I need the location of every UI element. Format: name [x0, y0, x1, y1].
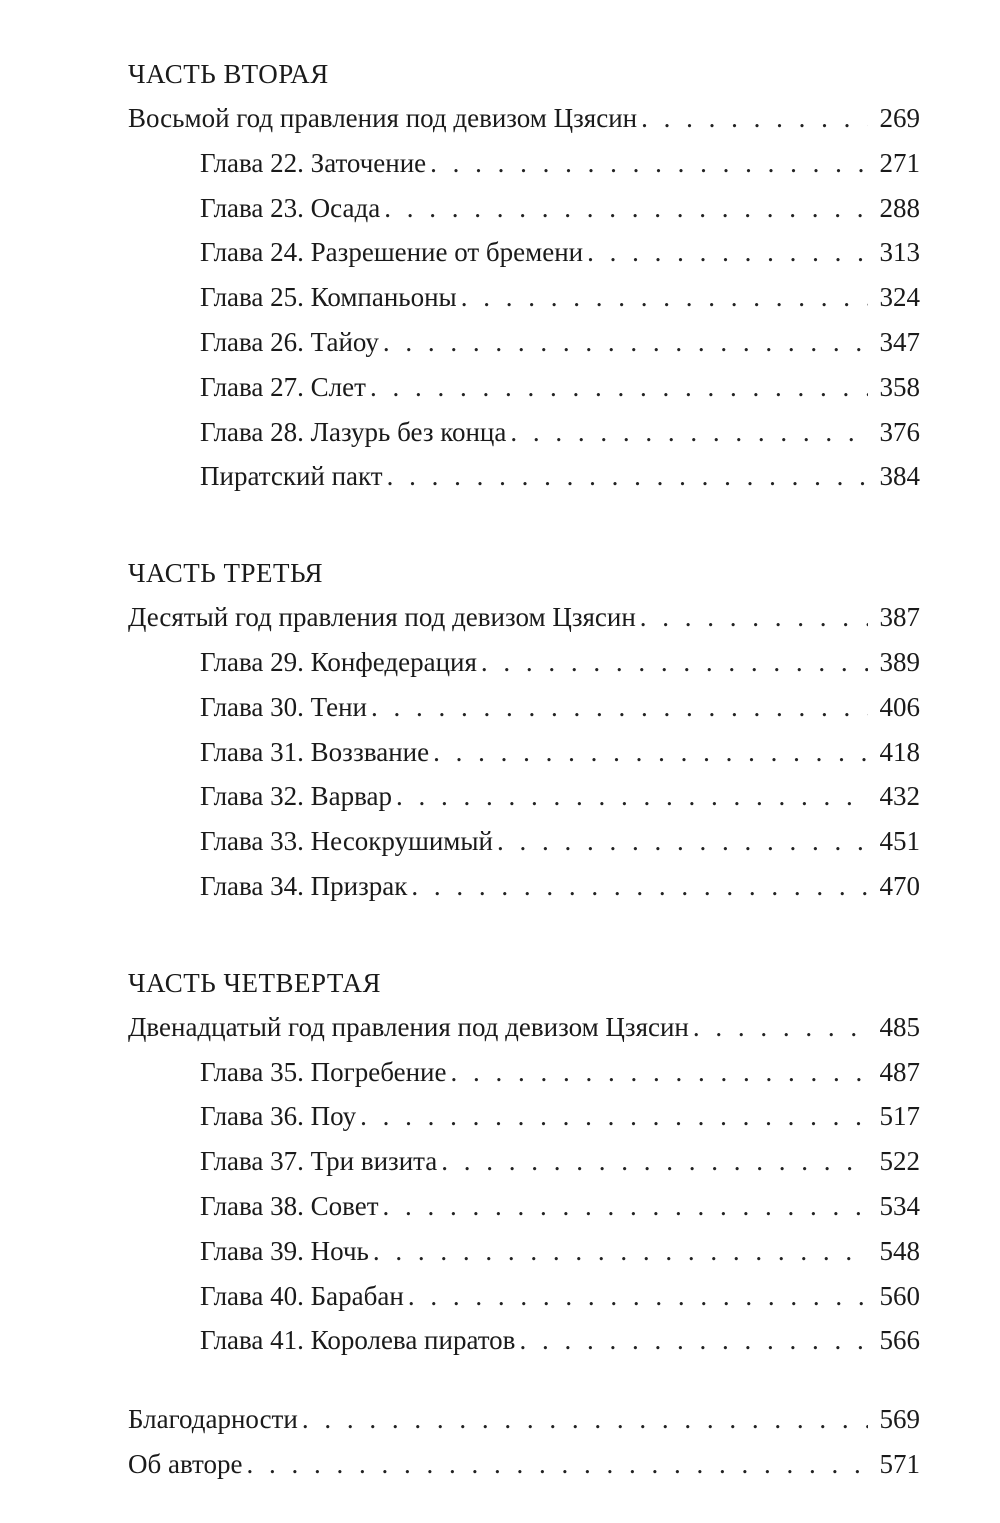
entry-label: Двенадцатый год правления под девизом Цзясин — [128, 1011, 689, 1042]
entry-page-number: 313 — [879, 237, 920, 268]
entry-page-number: 451 — [879, 826, 920, 857]
entry-page-number: 376 — [879, 416, 920, 447]
entry-page-number: 517 — [879, 1101, 920, 1132]
dot-leader — [396, 774, 868, 819]
entry-page-number: 485 — [879, 1011, 920, 1042]
toc-entry-part-intro[interactable] — [128, 1005, 920, 1050]
toc-entry-chapter[interactable] — [128, 864, 920, 909]
toc-entry-chapter[interactable] — [128, 141, 920, 186]
dot-leader — [360, 1094, 868, 1139]
entry-page-number: 406 — [879, 691, 920, 722]
dot-leader — [411, 864, 868, 909]
dot-leader — [461, 275, 868, 320]
entry-page-number: 432 — [879, 781, 920, 812]
entry-label: Глава 41. Королева пиратов — [200, 1325, 516, 1356]
entry-label: Глава 24. Разрешение от бремени — [200, 237, 584, 268]
entry-label: Глава 40. Барабан — [200, 1280, 404, 1311]
toc-entry-chapter[interactable] — [128, 275, 920, 320]
entry-label: Благодарности — [128, 1404, 298, 1435]
entry-label: Глава 33. Несокрушимый — [200, 826, 493, 857]
entry-label: Десятый год правления под девизом Цзясин — [128, 602, 636, 633]
entry-page-number: 347 — [879, 326, 920, 357]
toc-entry-chapter[interactable] — [128, 640, 920, 685]
toc-entry-chapter[interactable] — [128, 1229, 920, 1274]
part-heading: ЧАСТЬ ВТОРАЯ — [128, 59, 329, 89]
entry-label: Глава 37. Три визита — [200, 1146, 438, 1177]
entry-label: Глава 30. Тени — [200, 691, 368, 722]
entry-label: Глава 39. Ночь — [200, 1235, 369, 1266]
section-spacer — [128, 1363, 920, 1397]
entry-page-number: 548 — [879, 1235, 920, 1266]
toc-entry-chapter[interactable] — [128, 730, 920, 775]
toc-entry-chapter[interactable] — [128, 1050, 920, 1095]
toc-entry-chapter[interactable] — [128, 320, 920, 365]
toc-entry-chapter[interactable] — [128, 1094, 920, 1139]
entry-page-number: 269 — [879, 103, 920, 133]
dot-leader — [510, 410, 868, 455]
entry-label: Об авторе — [128, 1448, 243, 1479]
part-four-section — [128, 961, 920, 1363]
entry-page-number: 271 — [879, 147, 920, 178]
dot-leader — [384, 186, 868, 231]
part-heading: ЧАСТЬ ЧЕТВЕРТАЯ — [128, 967, 381, 998]
entry-label: Восьмой год правления под девизом Цзясин — [128, 103, 638, 133]
dot-leader — [302, 1397, 868, 1442]
section-spacer — [128, 909, 920, 961]
dot-leader — [441, 1139, 868, 1184]
dot-leader — [519, 1318, 868, 1363]
dot-leader — [383, 320, 868, 365]
dot-leader — [430, 141, 868, 186]
dot-leader — [481, 640, 868, 685]
entry-label: Глава 31. Воззвание — [200, 736, 430, 767]
entry-page-number: 522 — [879, 1146, 920, 1177]
toc-entry-chapter[interactable] — [128, 454, 920, 499]
dot-leader — [246, 1442, 868, 1487]
toc-entry-chapter[interactable] — [128, 1318, 920, 1363]
entry-label: Глава 25. Компаньоны — [200, 282, 457, 313]
entry-page-number: 387 — [879, 602, 920, 633]
dot-leader — [408, 1274, 868, 1319]
entry-page-number: 566 — [879, 1325, 920, 1356]
part-heading: ЧАСТЬ ТРЕТЬЯ — [128, 558, 324, 589]
entry-page-number: 571 — [879, 1448, 920, 1479]
dot-leader — [497, 819, 868, 864]
dot-leader — [383, 1184, 868, 1229]
entry-label: Глава 34. Призрак — [200, 870, 408, 901]
toc-entry-chapter[interactable] — [128, 819, 920, 864]
entry-label: Глава 22. Заточение — [200, 147, 427, 178]
entry-label: Глава 36. Поу — [200, 1101, 357, 1132]
toc-entry-chapter[interactable] — [128, 230, 920, 275]
toc-entry-chapter[interactable] — [128, 1184, 920, 1229]
toc-entry-chapter[interactable] — [128, 186, 920, 231]
toc-entry-about-author[interactable] — [128, 1442, 920, 1487]
entry-page-number: 324 — [879, 282, 920, 313]
entry-page-number: 288 — [879, 192, 920, 223]
entry-label: Глава 35. Погребение — [200, 1056, 447, 1087]
entry-page-number: 569 — [879, 1404, 920, 1435]
entry-page-number: 560 — [879, 1280, 920, 1311]
toc-entry-chapter[interactable] — [128, 685, 920, 730]
toc-entry-part-intro[interactable] — [128, 595, 920, 640]
entry-page-number: 534 — [879, 1190, 920, 1221]
entry-label: Глава 32. Варвар — [200, 781, 393, 812]
dot-leader — [640, 595, 868, 640]
toc-entry-chapter[interactable] — [128, 365, 920, 410]
toc-entry-chapter[interactable] — [128, 1139, 920, 1184]
entry-label: Глава 28. Лазурь без конца — [200, 416, 507, 447]
entry-label: Пиратский пакт — [200, 461, 383, 492]
entry-page-number: 384 — [879, 461, 920, 492]
entry-page-number: 389 — [879, 646, 920, 677]
dot-leader — [587, 230, 868, 275]
dot-leader — [641, 96, 868, 141]
section-spacer — [128, 499, 920, 551]
entry-label: Глава 38. Совет — [200, 1190, 379, 1221]
toc-entry-chapter[interactable] — [128, 410, 920, 455]
dot-leader — [450, 1050, 868, 1095]
entry-page-number: 487 — [879, 1056, 920, 1087]
dot-leader — [373, 1229, 868, 1274]
dot-leader — [371, 685, 868, 730]
toc-entry-chapter[interactable] — [128, 774, 920, 819]
entry-page-number: 418 — [879, 736, 920, 767]
dot-leader — [693, 1005, 868, 1050]
toc-entry-acknowledgements[interactable] — [128, 1397, 920, 1442]
table-of-contents — [128, 52, 920, 1487]
back-matter-section — [128, 1397, 920, 1487]
dot-leader — [370, 365, 868, 410]
dot-leader — [387, 454, 868, 499]
toc-entry-chapter[interactable] — [128, 1274, 920, 1319]
entry-label: Глава 29. Конфедерация — [200, 646, 477, 677]
toc-entry-part-intro[interactable] — [128, 96, 920, 141]
entry-label: Глава 27. Слет — [200, 371, 366, 402]
entry-label: Глава 26. Тайоу — [200, 326, 379, 357]
entry-label: Глава 23. Осада — [200, 192, 381, 223]
entry-page-number: 358 — [879, 371, 920, 402]
part-two-section — [128, 52, 920, 499]
part-three-section — [128, 551, 920, 909]
dot-leader — [433, 730, 868, 775]
entry-page-number: 470 — [879, 870, 920, 901]
